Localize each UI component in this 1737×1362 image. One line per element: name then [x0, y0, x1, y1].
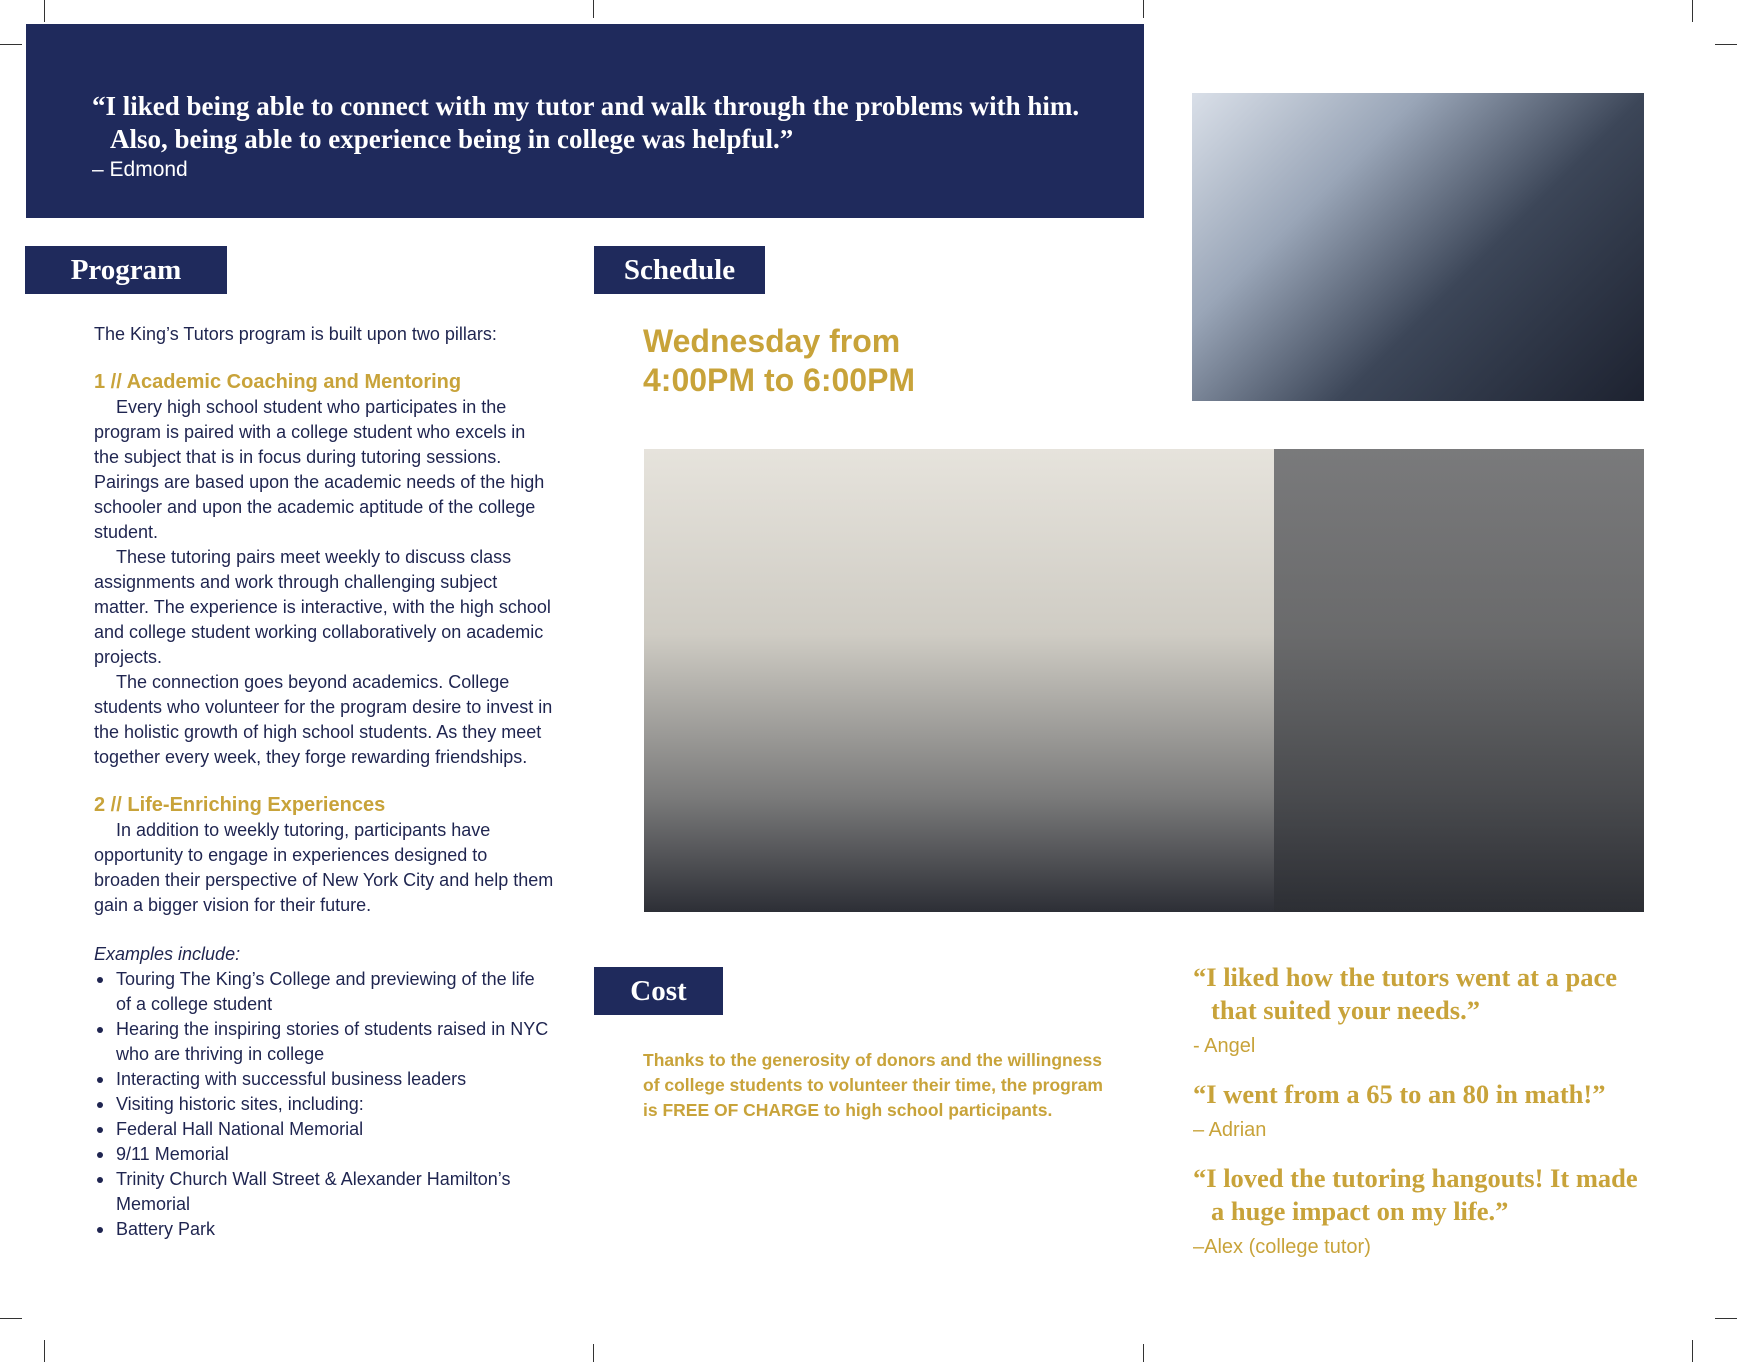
program-heading: Program	[25, 246, 227, 294]
group-photo	[644, 449, 1644, 912]
schedule-day: Wednesday from	[643, 323, 901, 359]
list-item: Hearing the inspiring stories of students raised in NYC who are thriving in college	[94, 1017, 554, 1067]
testimonial-author: –Alex (college tutor)	[1193, 1236, 1371, 1258]
cost-description: Thanks to the generosity of donors and the willingness of college students to volunteer their time, the program is FREE OF CHARGE to high school participants.	[643, 1050, 1103, 1120]
pillar-1-paragraph: The connection goes beyond academics. College students who volunteer for the program desire to invest in the holistic growth of high school students. As they meet together every week, they forge rewarding friendships.	[94, 672, 553, 767]
schedule-hours: 4:00PM to 6:00PM	[643, 362, 916, 398]
crop-mark	[593, 0, 594, 18]
program-body	[94, 322, 554, 1242]
crop-mark	[44, 1340, 45, 1362]
crop-mark	[0, 1318, 22, 1319]
pillar-1-paragraph: These tutoring pairs meet weekly to discuss class assignments and work through challenging subject matter. The experience is interactive, with the high school and college student working collaboratively on academic projects.	[94, 547, 551, 667]
list-item: Touring The King’s College and previewing of the life of a college student	[94, 967, 554, 1017]
pillar-1-title: 1 // Academic Coaching and Mentoring	[94, 371, 462, 393]
testimonial-quote: “I went from a 65 to an 80 in math!”	[1193, 1079, 1606, 1109]
testimonial	[1193, 1078, 1653, 1144]
examples-list	[94, 967, 554, 1242]
crop-mark	[1143, 1344, 1144, 1362]
list-item: Battery Park	[94, 1217, 554, 1242]
crop-mark	[1143, 0, 1144, 18]
cost-heading: Cost	[594, 967, 723, 1015]
list-item: Federal Hall National Memorial	[94, 1117, 554, 1142]
examples-label: Examples include:	[94, 944, 241, 964]
pillar-2-paragraph: In addition to weekly tutoring, participants have opportunity to engage in experiences designed to broaden their perspective of New York City and help them gain a bigger vision for their future.	[94, 820, 554, 915]
program-intro: The King’s Tutors program is built upon two pillars:	[94, 324, 497, 344]
banner-quote-author: – Edmond	[92, 158, 188, 181]
pillar-2-title: 2 // Life-Enriching Experiences	[94, 794, 386, 816]
crop-mark	[593, 1344, 594, 1362]
tutoring-session-photo	[1192, 93, 1644, 401]
testimonial-quote: “I liked how the tutors went at a pace that suited your needs.”	[1193, 962, 1617, 1025]
crop-mark	[1692, 1340, 1693, 1362]
schedule-time	[643, 322, 915, 400]
testimonial	[1193, 961, 1653, 1060]
testimonials	[1193, 961, 1653, 1279]
list-item: 9/11 Memorial	[94, 1142, 554, 1167]
list-item: Interacting with successful business leaders	[94, 1067, 554, 1092]
testimonial-quote: “I loved the tutoring hangouts! It made a huge impact on my life.”	[1193, 1163, 1638, 1226]
testimonial-author: - Angel	[1193, 1035, 1256, 1057]
testimonial-author: – Adrian	[1193, 1119, 1267, 1141]
banner-quote: “I liked being able to connect with my tutor and walk through the problems with him. Also, being able to experience being in college was helpful.”	[92, 91, 1080, 154]
schedule-heading: Schedule	[594, 246, 765, 294]
crop-mark	[1715, 44, 1737, 45]
crop-mark	[1715, 1318, 1737, 1319]
list-item: Trinity Church Wall Street & Alexander Hamilton’s Memorial	[94, 1167, 554, 1217]
quote-banner	[26, 24, 1144, 218]
pillar-1-paragraph: Every high school student who participates in the program is paired with a college student who excels in the subject that is in focus during tutoring sessions. Pairings are based upon the academic needs of the high schooler and upon the academic aptitude of the college student.	[94, 397, 545, 542]
crop-mark	[44, 0, 45, 22]
list-item: Visiting historic sites, including:	[94, 1092, 554, 1117]
crop-mark	[1692, 0, 1693, 22]
testimonial	[1193, 1162, 1653, 1261]
crop-mark	[0, 44, 22, 45]
